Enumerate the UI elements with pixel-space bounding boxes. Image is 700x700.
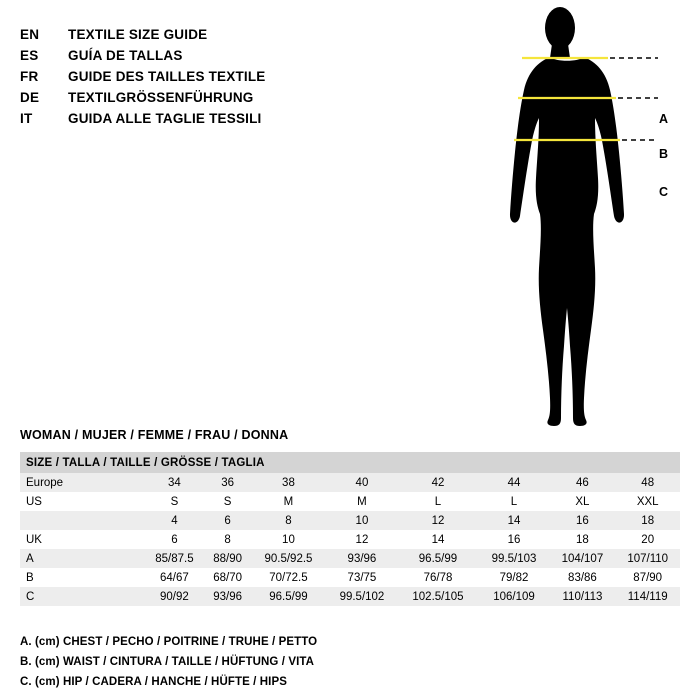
measure-label-c: C bbox=[659, 185, 669, 199]
row-label: UK bbox=[26, 533, 42, 546]
cell: 114/119 bbox=[627, 590, 668, 603]
cell: 38 bbox=[282, 476, 295, 489]
cell: 20 bbox=[641, 533, 655, 546]
cell: 93/96 bbox=[347, 552, 377, 565]
cell: 87/90 bbox=[633, 571, 663, 584]
cell: 4 bbox=[171, 514, 178, 527]
cell: 14 bbox=[431, 533, 445, 546]
cell: 44 bbox=[507, 476, 521, 489]
cell: 96.5/99 bbox=[418, 552, 458, 565]
cell: 83/86 bbox=[568, 571, 597, 584]
language-title: TEXTILE SIZE GUIDE bbox=[68, 27, 208, 42]
cell: 6 bbox=[224, 514, 231, 527]
language-title-list bbox=[20, 24, 350, 129]
table-row bbox=[20, 530, 680, 549]
cell: 107/110 bbox=[627, 552, 669, 565]
legend-row-a: A. (cm) CHEST / PECHO / POITRINE / TRUHE / PETTO bbox=[20, 636, 318, 648]
cell: L bbox=[434, 495, 442, 508]
cell: 14 bbox=[507, 514, 521, 527]
cell: 36 bbox=[221, 476, 235, 489]
language-code: FR bbox=[20, 69, 39, 84]
row-label: US bbox=[26, 495, 42, 508]
cell: 16 bbox=[507, 533, 521, 546]
cell: M bbox=[357, 495, 367, 508]
cell: 12 bbox=[355, 533, 369, 546]
language-row bbox=[20, 45, 350, 66]
language-row bbox=[20, 108, 350, 129]
measurement-legend bbox=[20, 632, 620, 692]
table-section-title: WOMAN / MUJER / FEMME / FRAU / DONNA bbox=[20, 428, 289, 442]
cell: 34 bbox=[168, 476, 181, 489]
language-code: DE bbox=[20, 90, 40, 105]
cell: 90.5/92.5 bbox=[264, 552, 313, 565]
cell: 8 bbox=[224, 533, 231, 546]
cell: S bbox=[223, 495, 232, 508]
cell: XXL bbox=[636, 495, 659, 508]
table-row bbox=[20, 568, 680, 587]
body-figure bbox=[470, 0, 700, 440]
table-row bbox=[20, 587, 680, 606]
cell: 93/96 bbox=[213, 590, 243, 603]
cell: 64/67 bbox=[160, 571, 189, 584]
cell: 88/90 bbox=[213, 552, 243, 565]
cell: 6 bbox=[171, 533, 178, 546]
language-code: IT bbox=[20, 111, 33, 126]
female-silhouette-icon bbox=[470, 0, 700, 440]
measure-label-b: B bbox=[659, 147, 669, 161]
cell: 79/82 bbox=[499, 571, 529, 584]
size-table bbox=[20, 452, 680, 606]
cell: 76/78 bbox=[423, 571, 453, 584]
cell: 18 bbox=[641, 514, 655, 527]
cell: 18 bbox=[576, 533, 589, 546]
language-code: ES bbox=[20, 48, 39, 63]
cell: 110/113 bbox=[562, 590, 603, 603]
row-label: B bbox=[26, 571, 34, 584]
language-row bbox=[20, 87, 350, 108]
cell: M bbox=[283, 495, 294, 508]
row-label: A bbox=[26, 552, 34, 565]
row-label: C bbox=[26, 590, 35, 603]
cell: 16 bbox=[576, 514, 589, 527]
language-title: TEXTILGRÖSSENFÜHRUNG bbox=[68, 90, 254, 105]
cell: 104/107 bbox=[561, 552, 604, 565]
cell: 10 bbox=[355, 514, 369, 527]
table-header-label: SIZE / TALLA / TAILLE / GRÖSSE / TAGLIA bbox=[26, 456, 265, 469]
cell: 12 bbox=[431, 514, 445, 527]
cell: 106/109 bbox=[493, 590, 535, 603]
cell: 96.5/99 bbox=[269, 590, 308, 603]
language-row bbox=[20, 24, 350, 45]
cell: 85/87.5 bbox=[155, 552, 194, 565]
cell: 70/72.5 bbox=[269, 571, 308, 584]
row-label bbox=[20, 511, 144, 530]
legend-row-c: C. (cm) HIP / CADERA / HANCHE / HÜFTE / HIPS bbox=[20, 676, 288, 688]
cell: L bbox=[510, 495, 518, 508]
cell: 68/70 bbox=[213, 571, 243, 584]
table-row bbox=[20, 549, 680, 568]
cell: 40 bbox=[355, 476, 369, 489]
language-title: GUÍA DE TALLAS bbox=[68, 48, 183, 63]
table-header-row bbox=[20, 452, 680, 473]
language-row bbox=[20, 66, 350, 87]
language-title: GUIDA ALLE TAGLIE TESSILI bbox=[68, 111, 262, 126]
cell: XL bbox=[575, 495, 590, 508]
cell: 10 bbox=[282, 533, 295, 546]
cell: 46 bbox=[576, 476, 589, 489]
cell: 99.5/103 bbox=[491, 552, 537, 565]
table-row bbox=[20, 473, 680, 492]
row-label: Europe bbox=[26, 476, 64, 489]
cell: S bbox=[170, 495, 179, 508]
legend-row-b: B. (cm) WAIST / CINTURA / TAILLE / HÜFTUNG / VITA bbox=[20, 656, 315, 668]
cell: 42 bbox=[431, 476, 445, 489]
table-row bbox=[20, 511, 680, 530]
language-title: GUIDE DES TAILLES TEXTILE bbox=[68, 69, 266, 84]
cell: 102.5/105 bbox=[412, 590, 464, 603]
cell: 99.5/102 bbox=[339, 590, 385, 603]
cell: 48 bbox=[641, 476, 655, 489]
language-code: EN bbox=[20, 27, 40, 42]
cell: 73/75 bbox=[347, 571, 377, 584]
cell: 8 bbox=[285, 514, 292, 527]
cell: 90/92 bbox=[160, 590, 189, 603]
measure-label-a: A bbox=[659, 112, 669, 126]
table-row bbox=[20, 492, 680, 511]
